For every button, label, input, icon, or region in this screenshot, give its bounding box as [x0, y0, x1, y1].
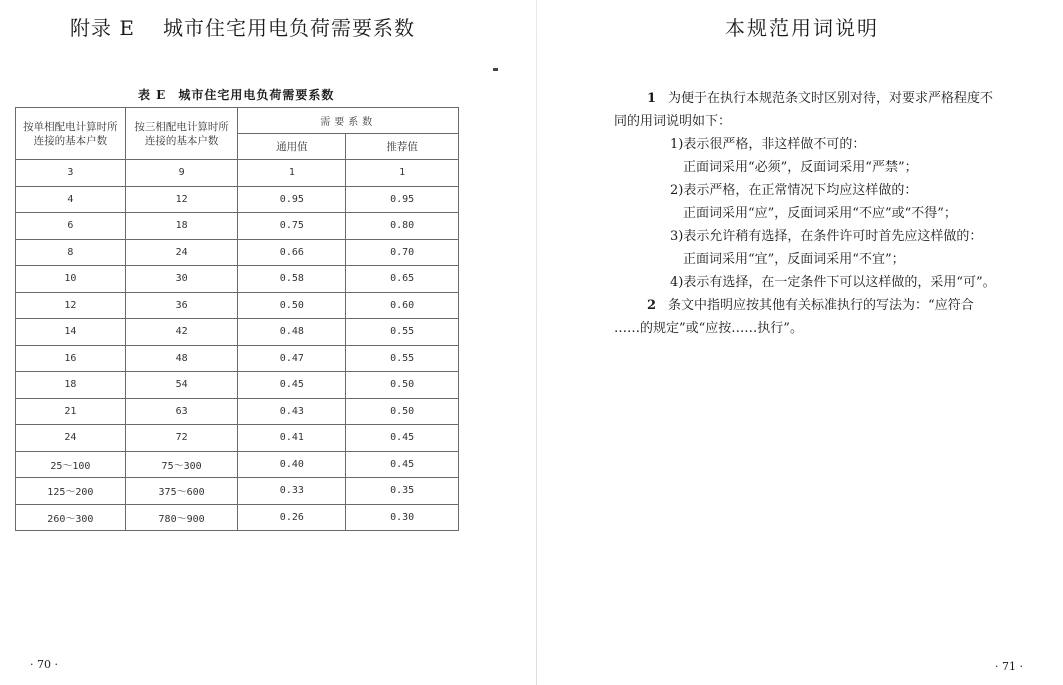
cell-recommended-value: 0.70 [346, 239, 459, 266]
cell-single-phase: 24 [16, 425, 126, 452]
cell-three-phase: 9 [125, 160, 238, 187]
cell-three-phase: 42 [125, 319, 238, 346]
cell-single-phase: 3 [16, 160, 126, 187]
table-caption-title: 城市住宅用电负荷需要系数 [178, 88, 335, 102]
cell-recommended-value: 0.35 [346, 478, 459, 505]
cell-single-phase: 125～200 [16, 478, 126, 505]
cell-single-phase: 10 [16, 266, 126, 293]
item2-line2: ……的规定”或“应按……执行”。 [614, 321, 803, 336]
appendix-title: 城市住宅用电负荷需要系数 [162, 16, 415, 40]
cell-single-phase: 12 [16, 292, 126, 319]
sub-item-1-detail: 正面词采用“必须”，反面词采用“严禁”； [683, 160, 918, 175]
cell-three-phase: 375～600 [125, 478, 238, 505]
cell-single-phase: 21 [16, 398, 126, 425]
cell-general-value: 0.50 [238, 292, 346, 319]
cell-three-phase: 18 [125, 213, 238, 240]
item2-text-line1: 条文中指明应按其他有关标准执行的写法为：“应符合 [668, 298, 974, 313]
item1-text-line1: 为便于在执行本规范条文时区别对待，对要求严格程度不 [668, 91, 994, 106]
cell-general-value: 0.95 [238, 186, 346, 213]
cell-recommended-value: 0.55 [346, 345, 459, 372]
page-number-right: · 71 · [995, 660, 1023, 673]
cell-recommended-value: 0.45 [346, 451, 459, 478]
cell-recommended-value: 0.50 [346, 398, 459, 425]
item2-number: 2 [647, 298, 657, 313]
cell-three-phase: 75～300 [125, 451, 238, 478]
cell-single-phase: 260～300 [16, 504, 126, 531]
table-caption [138, 86, 334, 103]
header-single-phase-line2: 连接的基本户数 [33, 134, 108, 147]
cell-single-phase: 25～100 [16, 451, 126, 478]
header-three-phase-line2: 连接的基本户数 [144, 134, 219, 147]
cell-single-phase: 18 [16, 372, 126, 399]
stray-ink-mark [493, 68, 498, 71]
item1-line2: 同的用词说明如下： [614, 114, 732, 129]
table-row [16, 504, 459, 531]
item1-number: 1 [647, 91, 657, 106]
sub-item-3-detail: 正面词采用“宜”，反面词采用“不宜”； [683, 252, 905, 267]
cell-general-value: 0.66 [238, 239, 346, 266]
cell-general-value: 0.26 [238, 504, 346, 531]
cell-recommended-value: 0.95 [346, 186, 459, 213]
cell-recommended-value: 0.50 [346, 372, 459, 399]
header-recommended-value: 推荐值 [346, 134, 459, 160]
sub-item-2-detail: 正面词采用“应”，反面词采用“不应”或“不得”； [683, 206, 957, 221]
cell-general-value: 0.40 [238, 451, 346, 478]
page-number-left: · 70 · [30, 658, 58, 671]
item1-line1 [647, 87, 993, 110]
cell-single-phase: 14 [16, 319, 126, 346]
sub-item-3: 3)表示允许稍有选择，在条件许可时首先应这样做的： [670, 229, 983, 244]
cell-general-value: 0.48 [238, 319, 346, 346]
cell-recommended-value: 0.55 [346, 319, 459, 346]
table-row [16, 478, 459, 505]
sub-item-4: 4)表示有选择，在一定条件下可以这样做的，采用“可”。 [670, 275, 996, 290]
table-row [16, 372, 459, 399]
header-general-value: 通用值 [238, 134, 346, 160]
cell-three-phase: 48 [125, 345, 238, 372]
sub-item-2: 2)表示严格，在正常情况下均应这样做的： [670, 183, 918, 198]
cell-three-phase: 780～900 [125, 504, 238, 531]
table-row [16, 319, 459, 346]
item2-line1 [647, 294, 974, 317]
table-row [16, 266, 459, 293]
cell-three-phase: 54 [125, 372, 238, 399]
cell-single-phase: 16 [16, 345, 126, 372]
appendix-heading [70, 12, 415, 41]
cell-recommended-value: 0.65 [346, 266, 459, 293]
appendix-label: 附录 E [70, 16, 135, 40]
demand-coefficient-table [15, 107, 459, 531]
right-page [540, 0, 1063, 685]
header-single-phase [16, 108, 126, 160]
cell-three-phase: 72 [125, 425, 238, 452]
cell-single-phase: 4 [16, 186, 126, 213]
cell-three-phase: 36 [125, 292, 238, 319]
cell-recommended-value: 0.80 [346, 213, 459, 240]
cell-general-value: 0.45 [238, 372, 346, 399]
cell-general-value: 0.75 [238, 213, 346, 240]
cell-general-value: 0.58 [238, 266, 346, 293]
cell-single-phase: 6 [16, 213, 126, 240]
header-single-phase-line1: 按单相配电计算时所 [23, 120, 118, 133]
cell-general-value: 0.47 [238, 345, 346, 372]
table-caption-label: 表 E [138, 88, 167, 102]
cell-general-value: 1 [238, 160, 346, 187]
cell-general-value: 0.41 [238, 425, 346, 452]
table-row [16, 186, 459, 213]
sub-item-1: 1)表示很严格，非这样做不可的： [670, 137, 866, 152]
table-body [16, 160, 459, 531]
right-page-title: 本规范用词说明 [725, 16, 879, 40]
table-row [16, 451, 459, 478]
page-gutter [536, 0, 537, 685]
table-row [16, 160, 459, 187]
table-row [16, 398, 459, 425]
header-three-phase-line1: 按三相配电计算时所 [134, 120, 229, 133]
header-demand-coefficient: 需要系数 [238, 108, 459, 134]
cell-general-value: 0.43 [238, 398, 346, 425]
cell-three-phase: 12 [125, 186, 238, 213]
table-row [16, 345, 459, 372]
header-three-phase [125, 108, 238, 160]
cell-single-phase: 8 [16, 239, 126, 266]
cell-three-phase: 24 [125, 239, 238, 266]
cell-three-phase: 30 [125, 266, 238, 293]
cell-recommended-value: 1 [346, 160, 459, 187]
table-row [16, 425, 459, 452]
cell-three-phase: 63 [125, 398, 238, 425]
table-row [16, 213, 459, 240]
cell-general-value: 0.33 [238, 478, 346, 505]
cell-recommended-value: 0.45 [346, 425, 459, 452]
table-row [16, 292, 459, 319]
table-row [16, 239, 459, 266]
cell-recommended-value: 0.60 [346, 292, 459, 319]
cell-recommended-value: 0.30 [346, 504, 459, 531]
